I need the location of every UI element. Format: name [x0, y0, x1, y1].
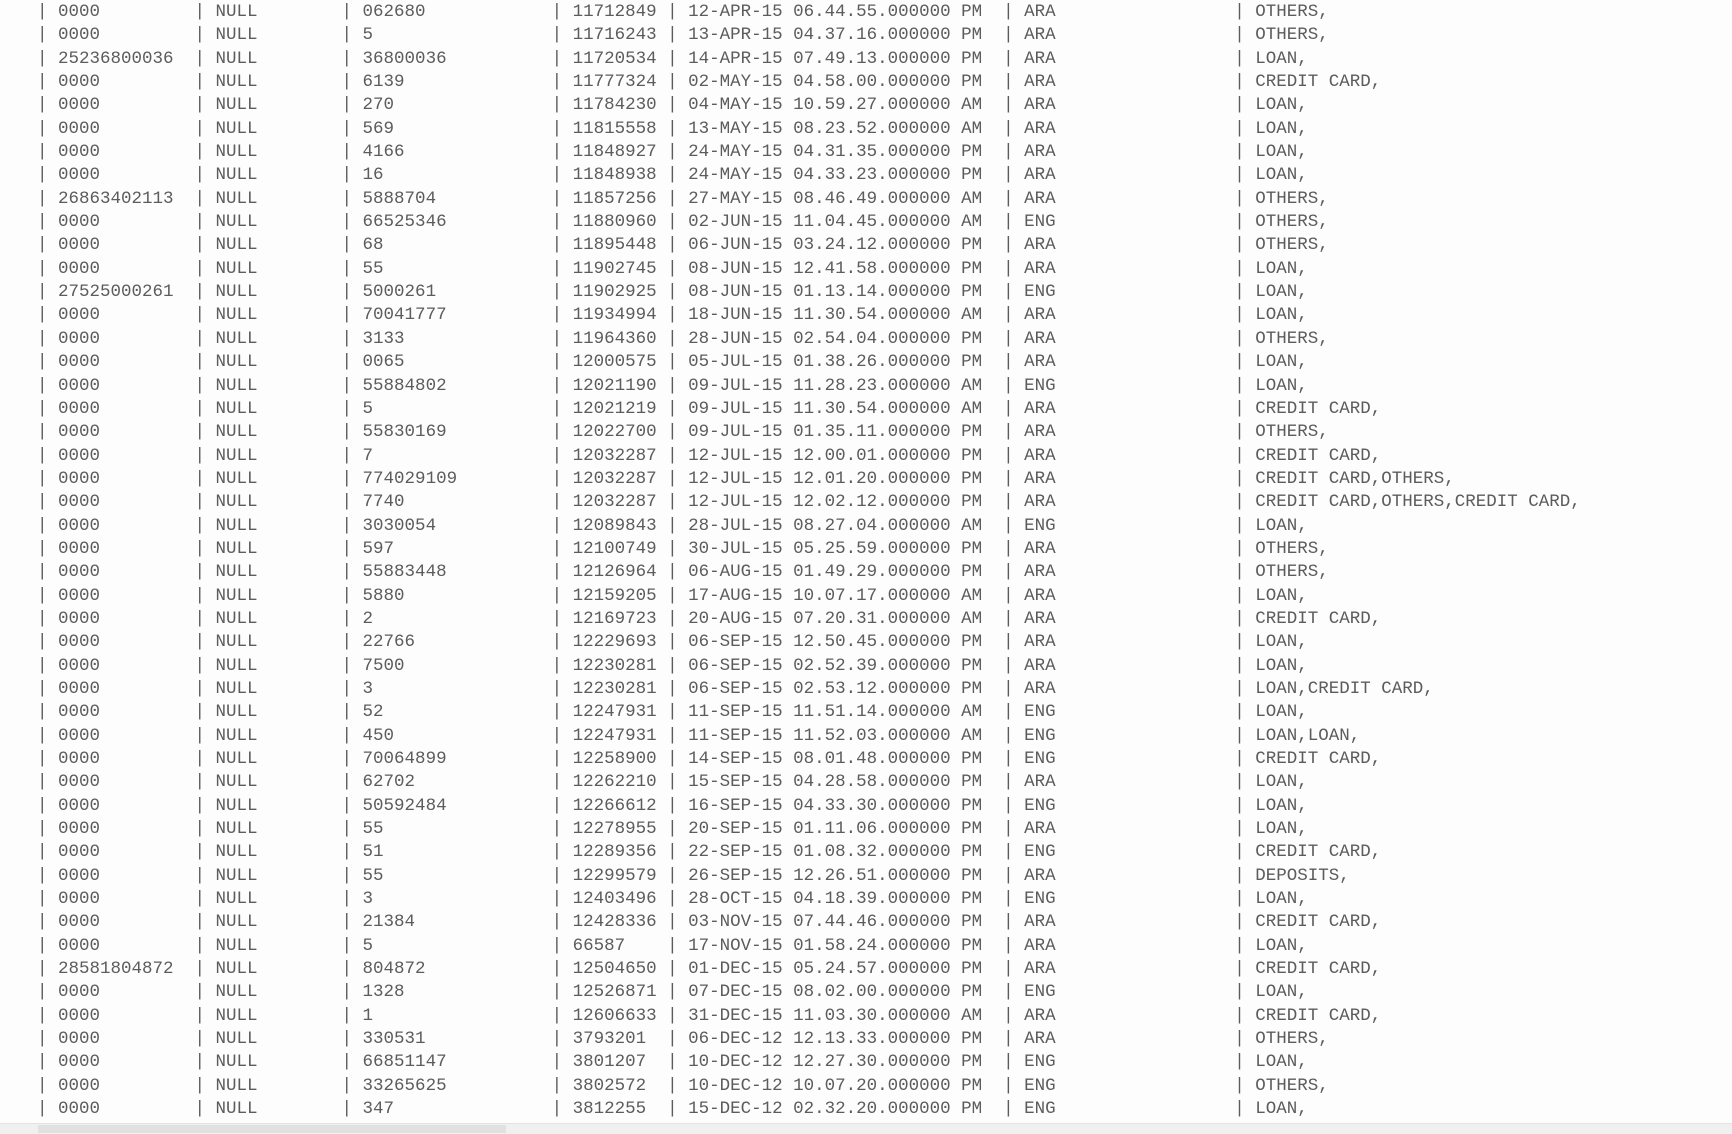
table-row: | 0000 | NULL | 270 | 11784230 | 04-MAY-15 10.59.27.000000 AM | ARA | LOAN, — [37, 95, 1308, 116]
table-row: | 0000 | NULL | 1328 | 12526871 | 07-DEC-15 08.02.00.000000 PM | ENG | LOAN, — [37, 982, 1308, 1003]
table-row: | 0000 | NULL | 52 | 12247931 | 11-SEP-15 11.51.14.000000 AM | ENG | LOAN, — [37, 702, 1308, 723]
table-row: | 0000 | NULL | 774029109 | 12032287 | 12-JUL-15 12.01.20.000000 PM | ARA | CREDIT CARD,OTHERS, — [37, 468, 1455, 489]
table-row: | 28581804872 | NULL | 804872 | 12504650 | 01-DEC-15 05.24.57.000000 PM | ARA | CREDIT CARD, — [37, 959, 1382, 980]
table-row: | 0000 | NULL | 3030054 | 12089843 | 28-JUL-15 08.27.04.000000 AM | ENG | LOAN, — [37, 515, 1308, 536]
table-row: | 0000 | NULL | 66525346 | 11880960 | 02-JUN-15 11.04.45.000000 AM | ENG | OTHERS, — [37, 212, 1329, 233]
result-rows — [37, 1, 1732, 1122]
table-row: | 0000 | NULL | 55884802 | 12021190 | 09-JUL-15 11.28.23.000000 AM | ENG | LOAN, — [37, 375, 1308, 396]
table-row: | 0000 | NULL | 3 | 12403496 | 28-OCT-15 04.18.39.000000 PM | ENG | LOAN, — [37, 889, 1308, 910]
table-row: | 0000 | NULL | 569 | 11815558 | 13-MAY-15 08.23.52.000000 AM | ARA | LOAN, — [37, 118, 1308, 139]
table-row: | 0000 | NULL | 55830169 | 12022700 | 09-JUL-15 01.35.11.000000 PM | ARA | OTHERS, — [37, 422, 1329, 443]
table-row: | 0000 | NULL | 55883448 | 12126964 | 06-AUG-15 01.49.29.000000 PM | ARA | OTHERS, — [37, 562, 1329, 583]
table-row: | 0000 | NULL | 50592484 | 12266612 | 16-SEP-15 04.33.30.000000 PM | ENG | LOAN, — [37, 795, 1308, 816]
table-row: | 0000 | NULL | 3133 | 11964360 | 28-JUN-15 02.54.04.000000 PM | ARA | OTHERS, — [37, 328, 1329, 349]
table-row: | 0000 | NULL | 68 | 11895448 | 06-JUN-15 03.24.12.000000 PM | ARA | OTHERS, — [37, 235, 1329, 256]
table-row: | 0000 | NULL | 2 | 12169723 | 20-AUG-15 07.20.31.000000 AM | ARA | CREDIT CARD, — [37, 608, 1382, 629]
table-row: | 0000 | NULL | 33265625 | 3802572 | 10-DEC-12 10.07.20.000000 PM | ENG | OTHERS, — [37, 1075, 1329, 1096]
table-row: | 0000 | NULL | 5 | 11716243 | 13-APR-15 04.37.16.000000 PM | ARA | OTHERS, — [37, 25, 1329, 46]
table-row: | 0000 | NULL | 330531 | 3793201 | 06-DEC-12 12.13.33.000000 PM | ARA | OTHERS, — [37, 1029, 1329, 1050]
table-row: | 0000 | NULL | 55 | 12299579 | 26-SEP-15 12.26.51.000000 PM | ARA | DEPOSITS, — [37, 865, 1350, 886]
table-row: | 0000 | NULL | 62702 | 12262210 | 15-SEP-15 04.28.58.000000 PM | ARA | LOAN, — [37, 772, 1308, 793]
table-row: | 0000 | NULL | 6139 | 11777324 | 02-MAY-15 04.58.00.000000 PM | ARA | CREDIT CARD, — [37, 72, 1382, 93]
table-row: | 0000 | NULL | 1 | 12606633 | 31-DEC-15 11.03.30.000000 AM | ARA | CREDIT CARD, — [37, 1005, 1382, 1026]
table-row: | 27525000261 | NULL | 5000261 | 11902925 | 08-JUN-15 01.13.14.000000 PM | ENG | LOAN, — [37, 282, 1308, 303]
horizontal-scrollbar[interactable] — [0, 1123, 1732, 1134]
table-row: | 0000 | NULL | 51 | 12289356 | 22-SEP-15 01.08.32.000000 PM | ENG | CREDIT CARD, — [37, 842, 1382, 863]
table-row: | 0000 | NULL | 55 | 12278955 | 20-SEP-15 01.11.06.000000 PM | ARA | LOAN, — [37, 819, 1308, 840]
table-row: | 0000 | NULL | 347 | 3812255 | 15-DEC-12 02.32.20.000000 PM | ENG | LOAN, — [37, 1099, 1308, 1120]
table-row: | 0000 | NULL | 66851147 | 3801207 | 10-DEC-12 12.27.30.000000 PM | ENG | LOAN, — [37, 1052, 1308, 1073]
table-row: | 0000 | NULL | 70064899 | 12258900 | 14-SEP-15 08.01.48.000000 PM | ENG | CREDIT CARD, — [37, 749, 1382, 769]
table-row: | 26863402113 | NULL | 5888704 | 11857256 | 27-MAY-15 08.46.49.000000 AM | ARA | OTHERS, — [37, 188, 1329, 209]
table-row: | 0000 | NULL | 597 | 12100749 | 30-JUL-15 05.25.59.000000 PM | ARA | OTHERS, — [37, 538, 1329, 559]
table-row: | 0000 | NULL | 7740 | 12032287 | 12-JUL-15 12.02.12.000000 PM | ARA | CREDIT CARD,OTHERS,CREDIT CARD, — [37, 492, 1581, 513]
table-row: | 0000 | NULL | 55 | 11902745 | 08-JUN-15 12.41.58.000000 PM | ARA | LOAN, — [37, 258, 1308, 279]
table-row: | 0000 | NULL | 0065 | 12000575 | 05-JUL-15 01.38.26.000000 PM | ARA | LOAN, — [37, 352, 1308, 373]
table-row: | 25236800036 | NULL | 36800036 | 11720534 | 14-APR-15 07.49.13.000000 PM | ARA | LOAN, — [37, 48, 1308, 69]
table-row: | 0000 | NULL | 5 | 66587 | 17-NOV-15 01.58.24.000000 PM | ARA | LOAN, — [37, 935, 1308, 956]
horizontal-scrollbar-thumb[interactable] — [38, 1125, 506, 1133]
table-row: | 0000 | NULL | 70041777 | 11934994 | 18-JUN-15 11.30.54.000000 AM | ARA | LOAN, — [37, 305, 1308, 326]
table-row: | 0000 | NULL | 22766 | 12229693 | 06-SEP-15 12.50.45.000000 PM | ARA | LOAN, — [37, 632, 1308, 653]
table-row: | 0000 | NULL | 7500 | 12230281 | 06-SEP-15 02.52.39.000000 PM | ARA | LOAN, — [37, 655, 1308, 676]
table-row: | 0000 | NULL | 450 | 12247931 | 11-SEP-15 11.52.03.000000 AM | ENG | LOAN,LOAN, — [37, 725, 1361, 746]
table-row: | 0000 | NULL | 3 | 12230281 | 06-SEP-15 02.53.12.000000 PM | ARA | LOAN,CREDIT CARD, — [37, 678, 1434, 699]
table-row: | 0000 | NULL | 21384 | 12428336 | 03-NOV-15 07.44.46.000000 PM | ARA | CREDIT CARD, — [37, 912, 1382, 933]
table-row: | 0000 | NULL | 4166 | 11848927 | 24-MAY-15 04.31.35.000000 PM | ARA | LOAN, — [37, 142, 1308, 163]
table-row: | 0000 | NULL | 5880 | 12159205 | 17-AUG-15 10.07.17.000000 AM | ARA | LOAN, — [37, 585, 1308, 606]
table-row: | 0000 | NULL | 5 | 12021219 | 09-JUL-15 11.30.54.000000 AM | ARA | CREDIT CARD, — [37, 398, 1382, 419]
table-row: | 0000 | NULL | 7 | 12032287 | 12-JUL-15 12.00.01.000000 PM | ARA | CREDIT CARD, — [37, 445, 1382, 466]
table-row: | 0000 | NULL | 16 | 11848938 | 24-MAY-15 04.33.23.000000 PM | ARA | LOAN, — [37, 165, 1308, 186]
table-row: | 0000 | NULL | 062680 | 11712849 | 12-APR-15 06.44.55.000000 PM | ARA | OTHERS, — [37, 2, 1329, 22]
